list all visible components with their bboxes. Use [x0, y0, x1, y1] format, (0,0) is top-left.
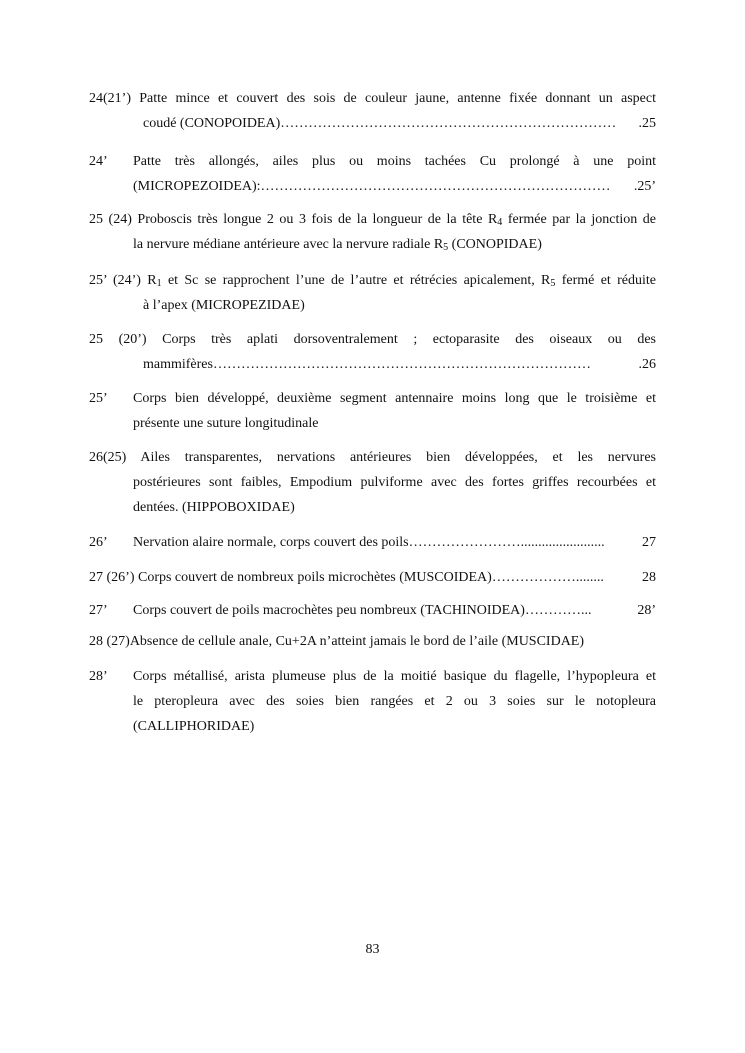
leader-line — [89, 352, 656, 377]
entry-text: Corps couvert de poils macrochètes peu nombreux (TACHINOIDEA) — [133, 603, 525, 618]
couplet-number: 25’ — [89, 391, 108, 406]
entry-line — [89, 664, 656, 689]
key-entry-25 — [89, 207, 656, 257]
couplet-ref: 28’ — [637, 603, 656, 618]
leader-line — [89, 111, 656, 136]
leader-line — [89, 565, 656, 590]
entry-line — [89, 232, 656, 257]
page-number: 83 — [365, 942, 380, 957]
couplet-ref: .25’ — [633, 179, 656, 194]
entry-text: Corps métallisé, arista plumeuse plus de la moitié basique du flagelle, l’hypopleura et — [133, 669, 656, 684]
leader-line — [89, 530, 656, 555]
couplet-ref: .25 — [638, 116, 656, 131]
entry-text: et Sc se rapprochent l’une de l’autre et rétrécies apicalement, R — [161, 273, 551, 288]
key-entry-25-prime — [89, 268, 656, 318]
key-entry-28 — [89, 629, 656, 654]
entry-line — [89, 268, 656, 293]
entry-line: le pteropleura avec des soies bien rangées et 2 ou 3 soies sur le notopleura — [133, 694, 656, 709]
entry-line: 26(25) Ailes transparentes, nervations antérieures bien développées, et les nervures — [89, 450, 656, 465]
key-entry-27-prime — [89, 598, 656, 623]
entry-line — [89, 207, 656, 232]
entry-text: 25 (24) Proboscis très longue 2 ou 3 fois de la longueur de la tête R — [89, 212, 498, 227]
entry-line: à l’apex (MICROPEZIDAE) — [143, 298, 305, 313]
subscript: 4 — [497, 217, 503, 228]
entry-text: mammifères — [143, 357, 213, 372]
entry-line — [89, 149, 656, 174]
entry-text: coudé (CONOPOIDEA) — [143, 116, 281, 131]
entry-text: fermée par la jonction de — [502, 212, 656, 227]
entry-line: 28 (27)Absence de cellule anale, Cu+2A n’atteint jamais le bord de l’aile (MUSCIDAE) — [89, 634, 585, 649]
couplet-ref: 27 — [642, 535, 656, 550]
couplet-ref: .26 — [638, 357, 656, 372]
leader-line — [89, 174, 656, 199]
entry-text: la nervure médiane antérieure avec la nervure radiale R — [133, 237, 444, 252]
couplet-number: 28’ — [89, 669, 108, 684]
subscript: 1 — [156, 278, 162, 289]
key-entry-24-prime — [89, 149, 656, 199]
leader-line — [89, 598, 656, 623]
dot-leader: ………………………………………………………………… — [260, 179, 611, 194]
key-entry-27 — [89, 565, 656, 590]
dot-leader: ……………………………………………………………………… — [212, 357, 591, 372]
entry-line — [89, 386, 656, 411]
entry-text: Corps bien développé, deuxième segment antennaire moins long que le troisième et — [133, 391, 656, 406]
key-entry-25-alt-prime — [89, 386, 656, 436]
entry-text: Nervation alaire normale, corps couvert des poils — [133, 535, 409, 550]
entry-line: postérieures sont faibles, Empodium pulviforme avec des fortes griffes recourbées et — [133, 475, 656, 490]
entry-text: (MICROPEZOIDEA): — [133, 179, 261, 194]
key-entry-28-prime — [89, 664, 656, 739]
subscript: 5 — [550, 278, 556, 289]
couplet-ref: 28 — [642, 570, 656, 585]
couplet-number: 26’ — [89, 535, 108, 550]
entry-text: fermé et réduite — [555, 273, 657, 288]
entry-line: (CALLIPHORIDAE) — [133, 719, 255, 734]
key-entry-25-alt — [89, 327, 656, 377]
entry-text: Patte très allongés, ailes plus ou moins tachées Cu prolongé à une point — [133, 154, 656, 169]
key-entry-26 — [89, 445, 656, 520]
entry-line: dentées. (HIPPOBOXIDAE) — [133, 500, 295, 515]
entry-line: présente une suture longitudinale — [133, 416, 319, 431]
couplet-number: 24’ — [89, 154, 108, 169]
entry-line: 24(21’) Patte mince et couvert des sois de couleur jaune, antenne fixée donnant un aspect — [89, 91, 656, 106]
dot-leader: ……………………........................ — [408, 535, 605, 550]
couplet-number: 27’ — [89, 603, 108, 618]
entry-text: 27 (26’) Corps couvert de nombreux poils microchètes (MUSCOIDEA) — [89, 570, 492, 585]
entry-text: (CONOPIDAE) — [448, 237, 542, 252]
dot-leader: …………... — [524, 603, 592, 618]
dot-leader: ………………........ — [491, 570, 604, 585]
subscript: 5 — [443, 242, 449, 253]
dot-leader: ……………………………………………………………… — [280, 116, 617, 131]
key-entry-26-prime — [89, 530, 656, 555]
entry-line: 25 (20’) Corps très aplati dorsoventralement ; ectoparasite des oiseaux ou des — [89, 332, 656, 347]
entry-text: 25’ (24’) R — [89, 273, 157, 288]
key-entry-24 — [89, 86, 656, 136]
